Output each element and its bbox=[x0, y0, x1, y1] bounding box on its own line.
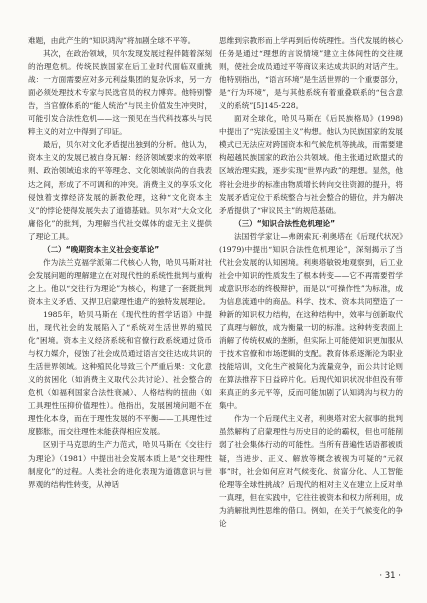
section-heading: （二）“晚期资本主义社会变革论” bbox=[43, 244, 160, 254]
paragraph: 1985年，哈贝马斯在《现代性的哲学话语》中提出，现代社会的发展陷入了“系统对生活世界的殖民化”困境。资本主义经济系统和官僚行政系统通过货币与权力媒介，侵蚀了社会成员通过语言交往达成共识的生活世界领域。这种殖民化导致三个严重后果：文化意义的贫困化（如消费主义取代公共讨论）、社会整合的危机（如福利国家合法性衰减）、人格结构的扭曲（如工具理性压抑价值理性）。他指出，发展困境问题不在理性化本身，而在于理性发展的不平衡——工具理性过度膨胀，而交往理性未能获得相应发展。 bbox=[28, 309, 212, 437]
paragraph: 区别于马克思的生产力范式，哈贝马斯在《交往行为理论》（1981）中提出社会发展本质上是“交往理性制度化”的过程。人类社会的进化表现为道德意识与世界观的结构性转变，从神话 bbox=[28, 440, 212, 489]
paragraph: 法国哲学家让—弗朗索瓦·利奥塔在《后现代状况》(1979)中提出“知识合法性危机理论”，深刻揭示了当代社会发展的认知困境。利奥塔敏锐地观察到，后工业社会中知识的性质发生了根本转变——它不再需要哲学或意识形态的终极辩护，而是以“可操作性”为标准，成为信息流通中的商品。科学、技术、资本共同塑造了一种新的知识权力结构，在这种结构中，效率与创新取代了真理与解放，成为衡量一切的标准。这种转变表面上消解了传统权威的垄断，但实际上可能使知识更加服从于技术官僚和市场逻辑的支配。教育体系逐渐沦为职业技能培训，文化生产被简化为流量竞争，而公共讨论则在算法推荐下日益碎片化。后现代知识状况非但没有带来真正的多元平等，反而可能加剧了认知鸿沟与权力的集中。 bbox=[219, 231, 403, 411]
left-column bbox=[28, 34, 212, 491]
paragraph: 难题，由此产生的“知识鸿沟”将加剧全球不平等。 bbox=[28, 36, 196, 45]
right-column bbox=[219, 34, 403, 530]
page-number: · 31 · bbox=[379, 571, 401, 581]
section-heading: （三）“知识合法性危机理论” bbox=[234, 218, 336, 228]
paragraph: 思维到宗教形而上学再到后传统理性。当代发展的核心任务是通过“理想的言说情境”建立主体间性的交往规则，使社会成员通过平等商议来达成共识的对话产生。他特别指出，“语言环境”是生活世界的一个重要部分，是“行为环境”，是与其他系统有着重叠联系的“包含意义的系统”[5]145-228。 bbox=[219, 36, 403, 111]
paragraph: 其次，在政治领域，贝尔发现发展过程伴随着深刻的治理危机。传统民族国家在后工业时代面临双重挑战：一方面需要应对多元利益集团的复杂诉求，另一方面必须处理技术专家与民选官员的权力博弈。他特别警告，当官僚体系的“能人统治”与民主价值发生冲突时，可能引发合法性危机——这一预见在当代科技寡头与民粹主义的对立中得到了印证。 bbox=[28, 49, 212, 137]
paragraph: 最后，贝尔对文化矛盾提出独到的分析。他认为，资本主义的发展已被自身瓦解：经济领域要求的效率原则、政治领域追求的平等理念、文化领域崇尚的自我表达之间，形成了不可调和的冲突。消费主义的享乐文化侵蚀着支撑经济发展的新教伦理，这种“文化资本主义”的悖论使得发展失去了道德基础。贝尔对“大众文化庸俗化”的批判，为理解当代社交媒体的虚无主义提供了理论工具。 bbox=[28, 140, 212, 241]
paragraph: 作为一个后现代主义者，利奥塔对宏大叙事的批判虽然解构了启蒙理性与历史目的论的霸权，但也可能削弱了社会集体行动的可能性。当所有普遍性话语都被质疑，当进步、正义、解放等概念被视为可疑的“元叙事”时，社会如何应对气候变化、贫富分化、人工智能伦理等全球性挑战？后现代的相对主义在建立上反对单一真理，但在实践中，它往往被资本和权力所利用，成为消解批判性思维的借口。例如，在关于气候变化的争论 bbox=[219, 414, 403, 528]
paragraph: 作为法兰克福学派第二代核心人物，哈贝马斯对社会发展问题的理解建立在对现代性的系统性批判与重构之上。他以“交往行为理论”为核心，构建了一套既批判资本主义矛盾、又捍卫启蒙理性遗产的独特发展理论。 bbox=[28, 257, 212, 306]
paragraph: 面对全球化，哈贝马斯在《后民族格局》(1998)中提出了“宪法爱国主义”构想。他认为民族国家的发展模式已无法应对跨国资本和气候危机等挑战，而需要建构超越民族国家的政治公共领域。他主张通过欧盟式的区域治理实践，逐步实现“世界内政”的理想。显然，他将社会进步的标准由物质增长转向交往资源的提升，将发展矛盾定位于系统整合与社会整合的错位，并为解决矛盾提供了“审议民主”的规范基础。 bbox=[219, 114, 403, 215]
